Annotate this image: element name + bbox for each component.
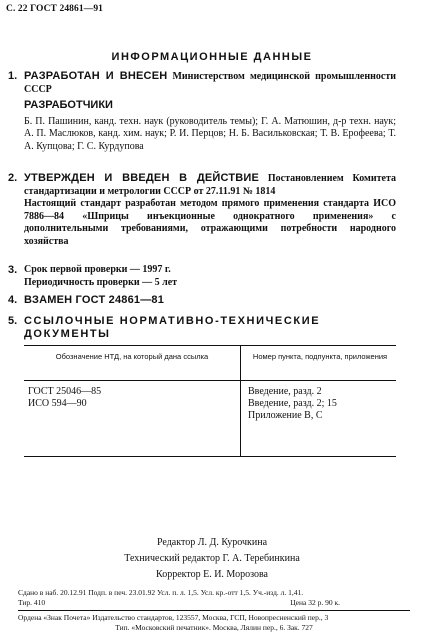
table-cell-ref: Введение, разд. 2; 15 [248, 398, 337, 409]
printer-line: Тип. «Московский печатник». Москва, Лялин пер., 6. Зак. 727 [115, 623, 313, 632]
table-header-ref: Номер пункта, подпункта, приложения [252, 352, 388, 361]
section-heading: ВЗАМЕН ГОСТ 24861—81 [24, 294, 165, 306]
imprint-divider [18, 610, 410, 611]
table-cell-doc: ИСО 594—90 [28, 398, 87, 409]
section-bold-text: Постановлением Комитета стандартизации и метрологии СССР от 27.11.91 № 1814 [24, 173, 397, 197]
review-period: Периодичность проверки — 5 лет [24, 276, 178, 288]
publisher-line: Ордена «Знак Почета» Издательство стандартов, 123557, Москва, ГСП, Новопресненский пер., 3 [18, 613, 329, 622]
price: Цена 32 р. 90 к. [290, 598, 340, 607]
section-number: 5. [8, 315, 18, 327]
section-heading: УТВЕРЖДЕН И ВВЕДЕН В ДЕЙСТВИЕ [24, 172, 260, 184]
table-cell-doc: ГОСТ 25046—85 [28, 386, 102, 397]
section-number: 3. [8, 264, 18, 276]
developers-block [24, 99, 396, 153]
table-header-doc: Обозначение НТД, на который дана ссылка [55, 352, 209, 361]
review-date: Срок первой проверки — 1997 г. [24, 264, 171, 275]
section-heading: РАЗРАБОТАН И ВНЕСЕН [24, 70, 168, 82]
developers-text: Б. П. Пашинин, канд. техн. наук (руководитель темы); Г. А. Матюшин, д-р техн. наук; А. П. Маслюков, канд. хим. наук; Р. И. Перцов; Н. Б. Васильковская; Т. В. Ерофеева; Т. А. Купцова; Г. С. Курдупова [24, 115, 396, 152]
tech-editor-line: Технический редактор Г. А. Теребинкина [124, 553, 300, 564]
table-cell-ref: Введение, разд. 2 [248, 386, 322, 397]
imprint-dates: Сдано в наб. 20.12.91 Подп. в печ. 23.01.92 Усл. п. л. 1,5. Усл. кр.-отт 1,5. Уч.-изд. л. 1,41. [18, 588, 304, 597]
section-number: 4. [8, 294, 18, 306]
section-2 [8, 172, 397, 249]
section-text: Настоящий стандарт разработан методом прямого применения стандарта ИСО 7886—84 «Шприцы инъекционные однократного применения» с дополнительными требованиями, отражающими потребности народного хозяйства [24, 198, 396, 247]
section-number: 1. [8, 70, 18, 82]
section-3 [8, 264, 396, 289]
table-cell-ref: Приложение В, С [248, 410, 323, 421]
developers-label: РАЗРАБОТЧИКИ [24, 99, 113, 111]
proofreader-line: Корректор Е. И. Морозова [156, 569, 268, 580]
section-1 [8, 70, 397, 96]
print-run: Тир. 410 [18, 598, 46, 607]
table-header-divider [24, 380, 396, 381]
section-heading: ССЫЛОЧНЫЕ НОРМАТИВНО-ТЕХНИЧЕСКИЕ ДОКУМЕНТЫ [24, 315, 321, 340]
section-bold-text: Министерством медицинской промышленности СССР [24, 71, 397, 95]
imprint-run [18, 598, 410, 608]
editor-line: Редактор Л. Д. Курочкина [156, 537, 268, 548]
table-column-divider [240, 346, 241, 456]
page-title: ИНФОРМАЦИОННЫЕ ДАННЫЕ [111, 51, 313, 63]
section-5 [8, 315, 396, 340]
page-header: С. 22 ГОСТ 24861—91 [6, 4, 104, 14]
section-number: 2. [8, 172, 18, 184]
section-4 [8, 294, 396, 307]
references-table [24, 345, 396, 457]
